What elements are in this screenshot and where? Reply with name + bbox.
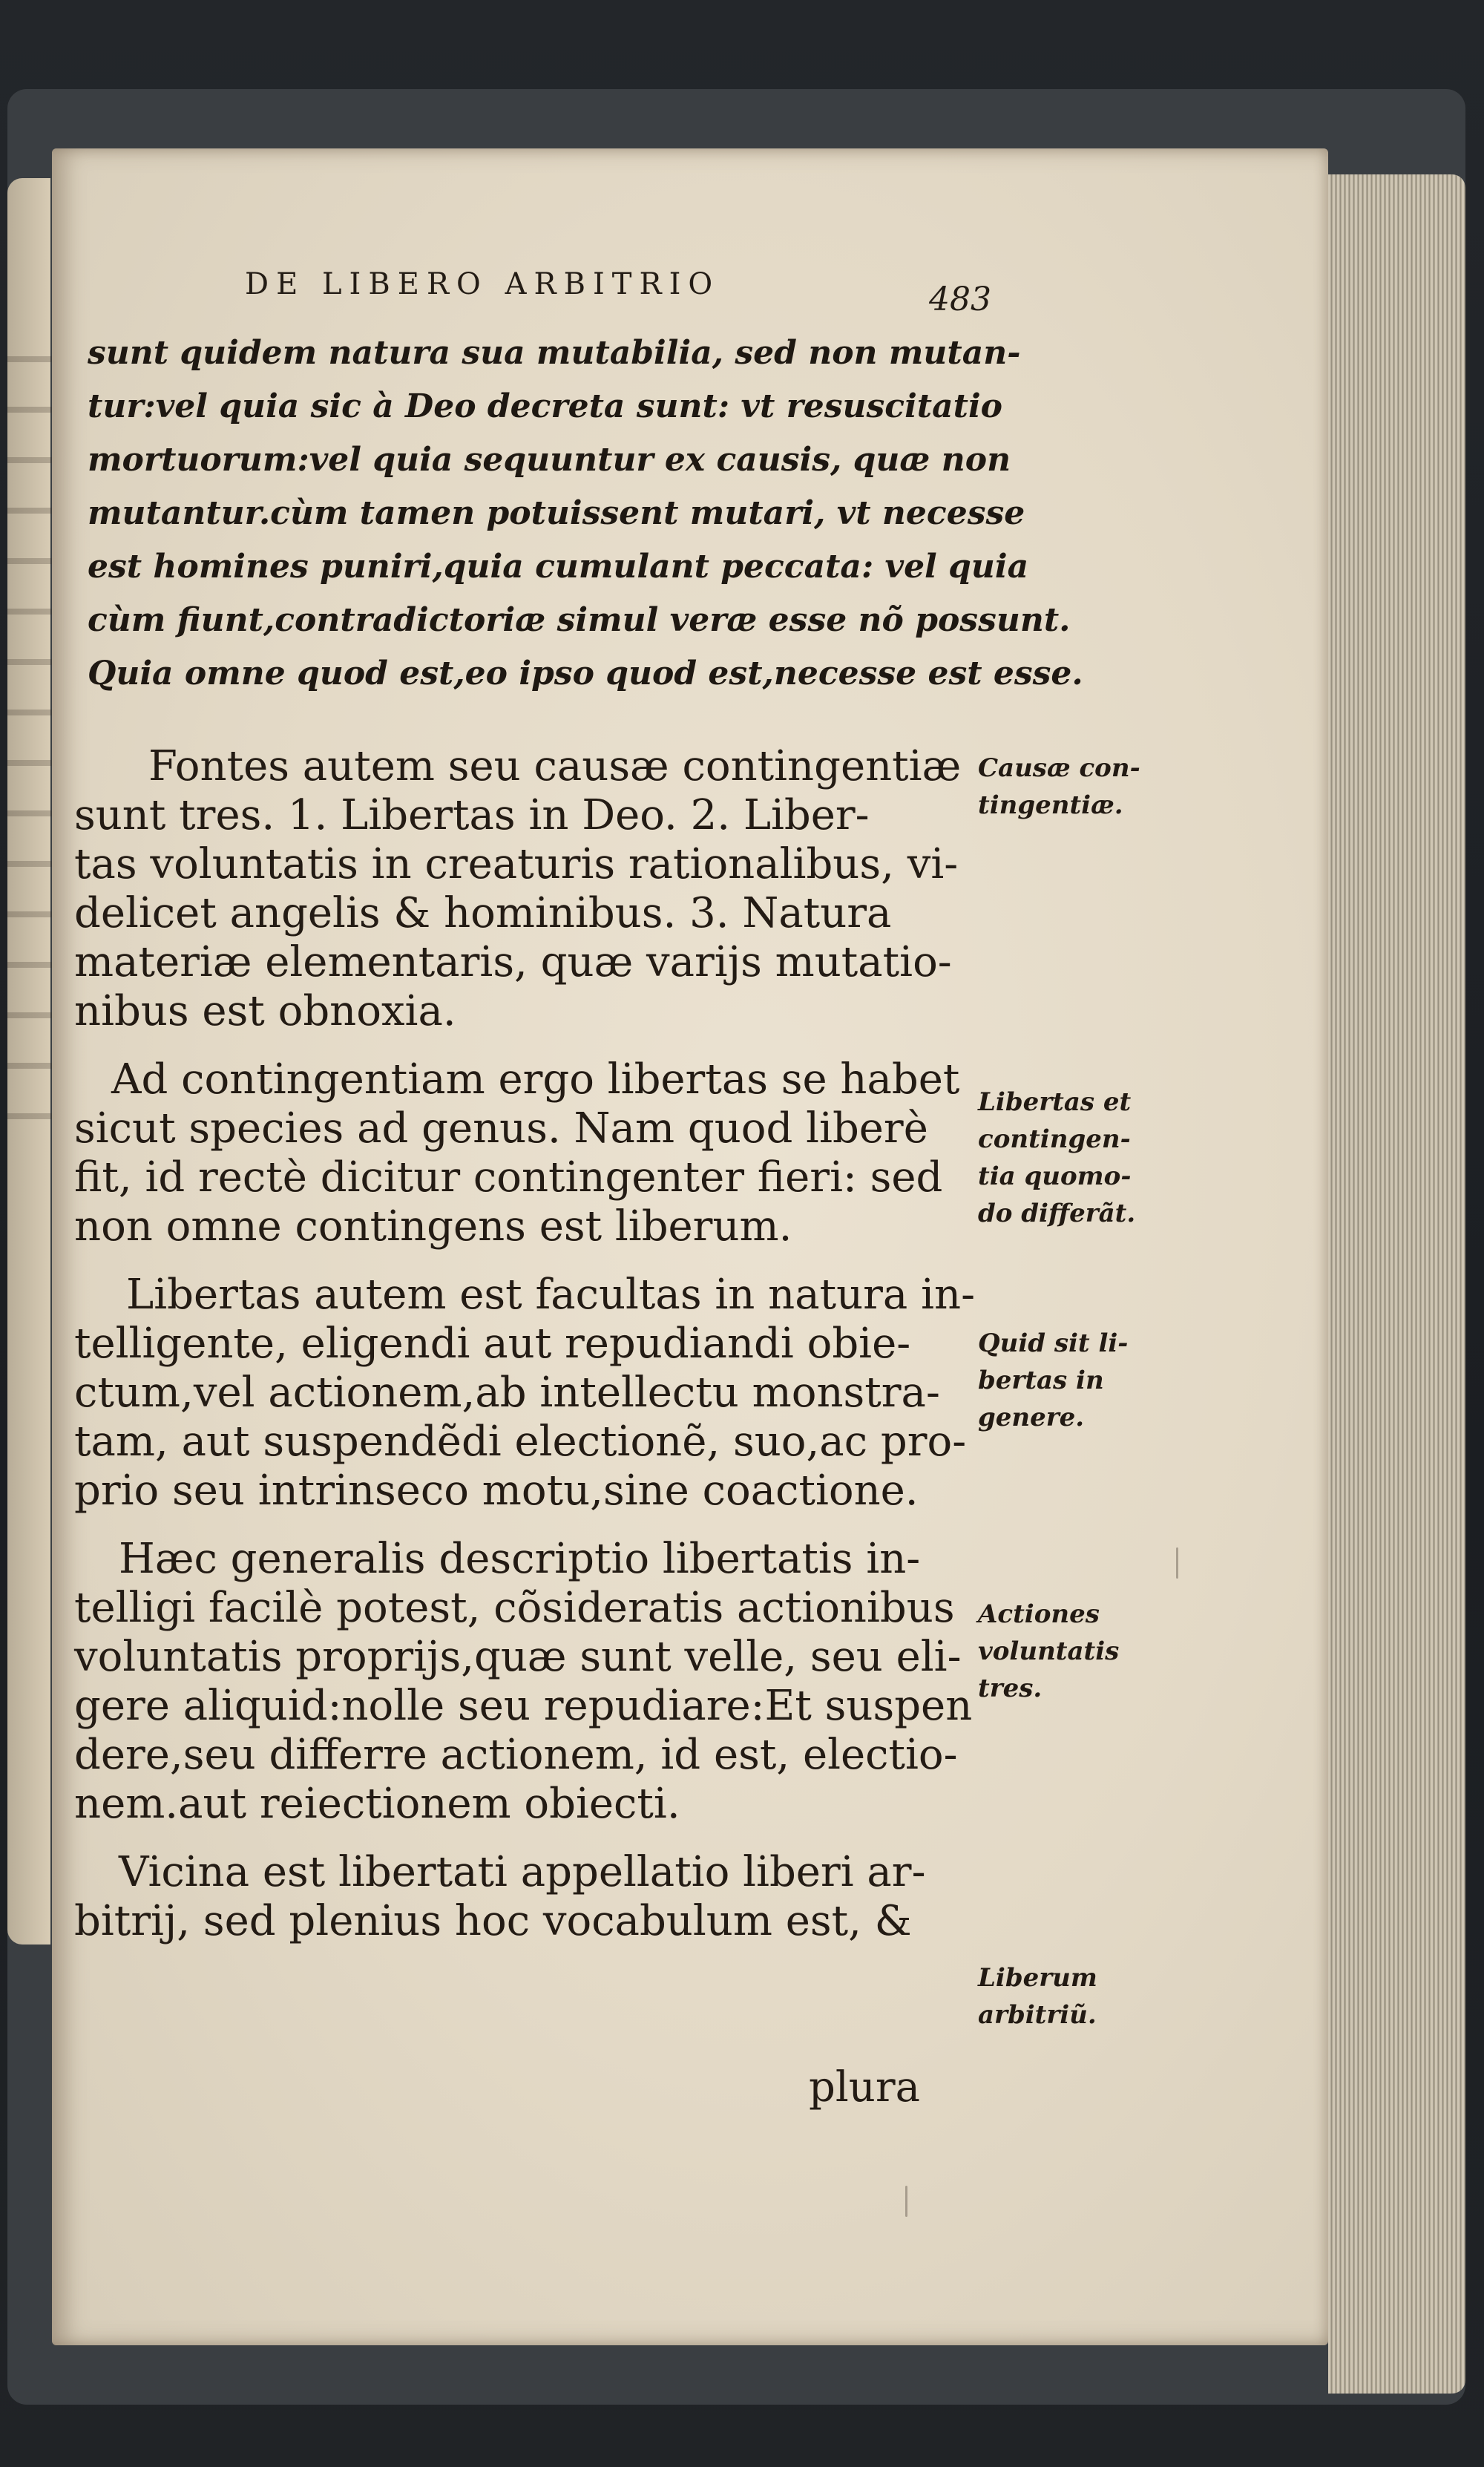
italic-line: sunt quidem natura sua mutabilia, sed non mutan- <box>88 334 1021 372</box>
margin-line: genere. <box>978 1403 1085 1432</box>
text-line: telligente, eligendi aut repudiandi obie- <box>74 1320 911 1368</box>
text-line: bitrij, sed plenius hoc vocabulum est, & <box>74 1897 912 1945</box>
margin-line: bertas in <box>978 1366 1104 1395</box>
margin-line: do differãt. <box>978 1199 1136 1228</box>
paragraph-descriptio <box>74 1535 979 1829</box>
margin-note-liberum-arbitrium <box>978 1959 1193 2034</box>
paper-speck <box>905 2186 907 2217</box>
margin-line: Quid sit li- <box>978 1328 1129 1358</box>
text-line: sicut species ad genus. Nam quod liberè <box>74 1104 928 1153</box>
margin-line: tres. <box>978 1674 1043 1703</box>
text-line: nem.aut reiectionem obiecti. <box>74 1780 680 1828</box>
text-line: nibus est obnoxia. <box>74 987 456 1035</box>
text-line: dere,seu differre actionem, id est, electio- <box>74 1731 958 1779</box>
paragraph-arbitrium <box>74 1848 979 1946</box>
italic-line: tur:vel quia sic à Deo decreta sunt: vt resuscitatio <box>88 387 1003 425</box>
text-line: Ad contingentiam ergo libertas se habet <box>111 1055 960 1104</box>
text-line: tam, aut suspendẽdi electionẽ, suo,ac pro- <box>74 1418 967 1466</box>
catchword: plura <box>809 2063 920 2111</box>
text-line: Fontes autem seu causæ contingentiæ <box>148 742 962 790</box>
margin-line: Causæ con- <box>978 753 1140 783</box>
text-line: materiæ elementaris, quæ varijs mutatio- <box>74 938 952 986</box>
text-line: prio seu intrinseco motu,sine coactione. <box>74 1467 919 1515</box>
margin-line: Actiones <box>978 1599 1100 1629</box>
text-line: voluntatis proprijs,quæ sunt velle, seu eli- <box>74 1633 962 1681</box>
margin-line: voluntatis <box>978 1637 1120 1666</box>
text-line: gere aliquid:nolle seu repudiare:Et suspen <box>74 1682 973 1730</box>
page-edges <box>1328 174 1465 2394</box>
paragraph-contingentiam <box>74 1055 979 1251</box>
text-line: delicet angelis & hominibus. 3. Natura <box>74 889 892 937</box>
margin-note-causae <box>978 750 1193 824</box>
text-line: non omne contingens est liberum. <box>74 1202 792 1251</box>
margin-note-actiones <box>978 1596 1193 1707</box>
text-line: Vicina est libertati appellatio liberi ar- <box>119 1848 926 1896</box>
page-number: 483 <box>929 281 991 318</box>
margin-line: tia quomo- <box>978 1162 1132 1191</box>
margin-line: arbitriũ. <box>978 2000 1097 2030</box>
italic-line: est homines puniri,quia cumulant peccata: vel quia <box>88 548 1029 586</box>
paragraph-libertas <box>74 1271 979 1516</box>
margin-line: Libertas et <box>978 1087 1132 1117</box>
italic-line: cùm fiunt,contradictoriæ simul veræ esse nõ possunt. <box>88 601 1071 639</box>
italic-line: mortuorum:vel quia sequuntur ex causis, quæ non <box>88 441 1011 479</box>
italic-line: Quia omne quod est,eo ipso quod est,necesse est esse. <box>88 655 1083 692</box>
text-line: Libertas autem est facultas in natura in- <box>126 1271 976 1319</box>
margin-note-quid-sit-libertas <box>978 1325 1193 1436</box>
text-line: Hæc generalis descriptio libertatis in- <box>119 1535 921 1583</box>
margin-line: contingen- <box>978 1124 1131 1154</box>
running-title: DE LIBERO ARBITRIO <box>245 267 720 301</box>
text-line: ctum,vel actionem,ab intellectu monstra- <box>74 1369 940 1417</box>
text-line: telligi facilè potest, cõsideratis actionibus <box>74 1584 955 1632</box>
body-text <box>74 742 979 1946</box>
margin-note-libertas-contingentia <box>978 1084 1193 1232</box>
margin-line: Liberum <box>978 1963 1097 1993</box>
paragraph-fontes <box>74 742 979 1036</box>
italic-passage <box>88 327 1083 701</box>
text-line: tas voluntatis in creaturis rationalibus, vi- <box>74 840 959 888</box>
italic-line: mutantur.cùm tamen potuissent mutari, vt necesse <box>88 494 1025 532</box>
margin-line: tingentiæ. <box>978 790 1123 820</box>
text-line: sunt tres. 1. Libertas in Deo. 2. Liber- <box>74 791 870 839</box>
left-page-text-fragments <box>7 312 52 1128</box>
text-line: fit, id rectè dicitur contingenter fieri: sed <box>74 1153 943 1202</box>
paper-speck <box>1176 1547 1178 1579</box>
